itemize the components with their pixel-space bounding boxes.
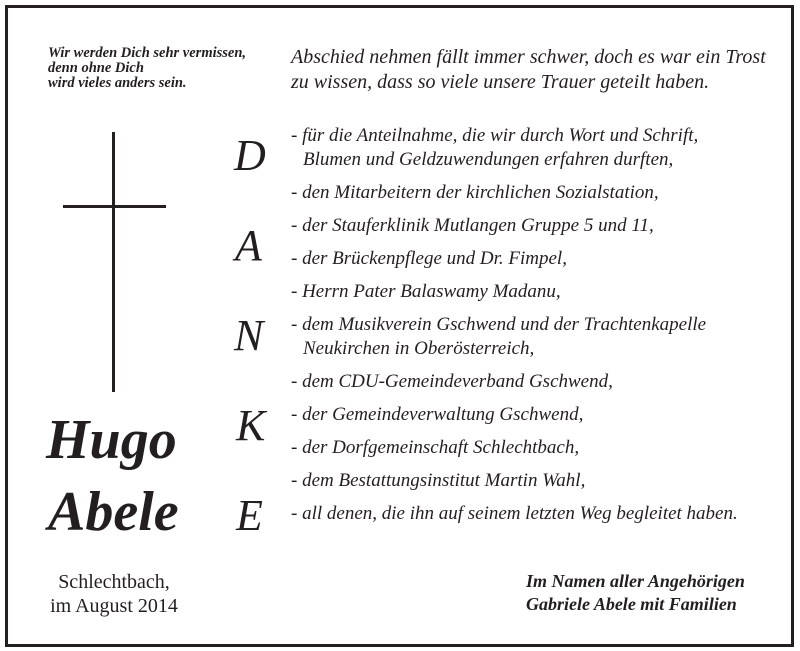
danke-letter-a: A [235, 221, 262, 270]
thanks-line: Neukirchen in Oberösterreich, [303, 338, 535, 359]
danke-letter-d: D [234, 131, 266, 180]
motto-line: wird vieles anders sein. [48, 75, 187, 91]
intro-line: Abschied nehmen fällt immer schwer, doch es war ein Trost [291, 46, 766, 68]
thanks-item [291, 124, 738, 172]
motto [48, 46, 246, 91]
thanks-list [291, 124, 738, 526]
signature-line: Gabriele Abele mit Familien [526, 594, 737, 614]
thanks-item: - dem Bestattungsinstitut Martin Wahl, [291, 470, 586, 491]
thanks-item: - dem CDU-Gemeindeverband Gschwend, [291, 371, 613, 392]
thanks-item: - der Brückenpflege und Dr. Fimpel, [291, 248, 567, 269]
thanks-line: - dem Musikverein Gschwend und der Trachtenkapelle [291, 314, 707, 335]
thanks-item: - Herrn Pater Balaswamy Madanu, [291, 281, 561, 302]
date-line: im August 2014 [50, 595, 178, 617]
cross-vertical-bar [112, 132, 115, 392]
motto-line: Wir werden Dich sehr vermissen, [48, 45, 247, 61]
signature [526, 570, 745, 616]
thanks-line: Blumen und Geldzuwendungen erfahren durften, [303, 149, 674, 170]
intro-line: zu wissen, dass so viele unsere Trauer geteilt haben. [291, 71, 710, 93]
thanks-item [291, 313, 738, 361]
deceased-last-name: Abele [48, 481, 179, 543]
thanks-item: - der Dorfgemeinschaft Schlechtbach, [291, 437, 580, 458]
thanks-item: - den Mitarbeitern der kirchlichen Sozialstation, [291, 182, 659, 203]
intro-text [291, 45, 766, 95]
thanks-item: - all denen, die ihn auf seinem letzten Weg begleitet haben. [291, 503, 738, 524]
danke-letter-k: K [236, 401, 266, 450]
cross-horizontal-bar [63, 205, 166, 208]
thanks-line: - für die Anteilnahme, die wir durch Wort und Schrift, [291, 125, 699, 146]
danke-letter-n: N [234, 311, 264, 360]
signature-line: Im Namen aller Angehörigen [526, 571, 745, 591]
motto-line: denn ohne Dich [48, 60, 144, 76]
place-line: Schlechtbach, [58, 571, 170, 593]
place-and-date [34, 570, 194, 618]
thanks-item: - der Gemeindeverwaltung Gschwend, [291, 404, 584, 425]
danke-letter-e: E [236, 491, 263, 540]
obituary-notice [5, 5, 794, 647]
thanks-item: - der Stauferklinik Mutlangen Gruppe 5 und 11, [291, 215, 654, 236]
deceased-first-name: Hugo [46, 409, 177, 471]
